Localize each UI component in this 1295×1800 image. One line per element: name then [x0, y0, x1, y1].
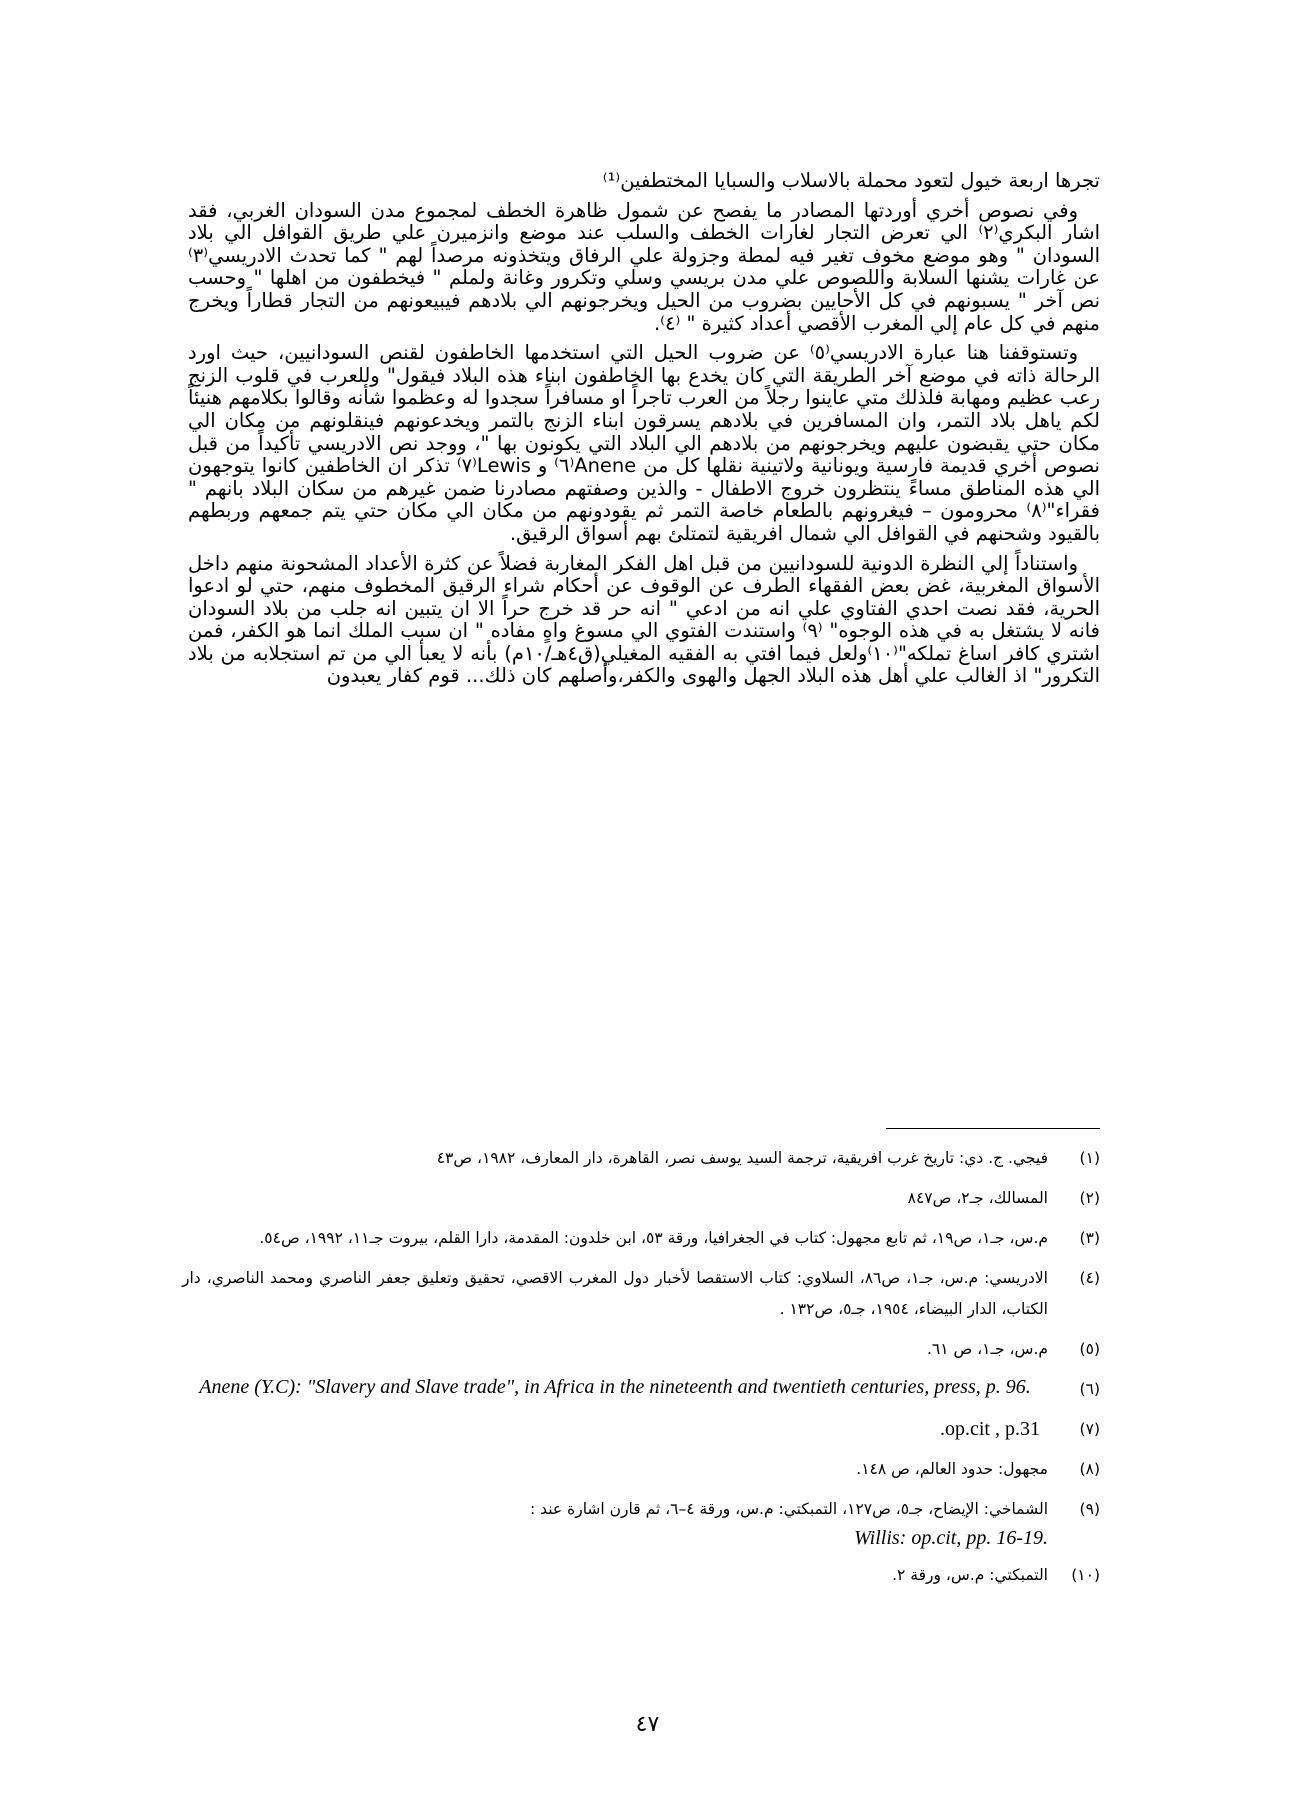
footnote-number: (٦)	[1079, 1380, 1100, 1398]
paragraph: تجرها اربعة خيول لتعود محملة بالاسلاب والسبايا المختطفين⁽¹⁾	[602, 169, 1100, 192]
footnote-text: op.cit , p.31.	[940, 1418, 1040, 1440]
footnote-text: م.س، جـ١، ص١٩، ثم تابع مجهول: كتاب في الجغرافيا، ورقة ٥٣، ابن خلدون: المقدمة، دارا القلم، بيروت جـ١١، ١٩٩٢، ص٥٤.	[259, 1229, 1048, 1247]
footnote	[182, 1183, 1100, 1214]
footnote	[182, 1414, 1100, 1445]
footnote-number: (١٠)	[1071, 1566, 1100, 1584]
footnote-text: فيجي. ج. دي: تاريخ غرب افريقية، ترجمة السيد يوسف نصر، القاهرة، دار المعارف، ١٩٨٢، ص٤٣	[436, 1149, 1048, 1167]
footnote-text	[182, 1494, 1048, 1551]
footnote	[182, 1263, 1100, 1325]
footnote-number: (٣)	[1079, 1229, 1100, 1247]
footnote-text: المسالك، جـ٢، ص٨٤٧	[907, 1189, 1048, 1207]
footnote-text-latin: Willis: op.cit, pp. 16-19.	[854, 1527, 1048, 1549]
paragraph: وفي نصوص أخري أوردتها المصادر ما يفصح عن شمول ظاهرة الخطف لمجموع مدن السودان الغربي، فقد اشار البكري⁽٢⁾ الي تعرض التجار لغارات الخطف والسلب عند موضع وانزميرن علي طريق القوافل الي بلاد السودان " وهو موضع مخوف تغير فيه لمطة وجزولة علي الرفاق ويتخذونه مرصداً لهم " كما تحدث الادريسي⁽٣⁾ عن غارات يشنها السلابة واللصوص علي مدن بريسي وسلي وتكرور وغانة ولملم " فيخطفون من اهلها " وحسب نص آخر " يسبونهم في كل الأحايين بضروب من الحيل ويخرجونهم الي بلادهم فيبيعونهم من التجار قطاراً ويخرج منهم في كل عام إلي المغرب الأقصي أعداد كثيرة " ⁽٤⁾.	[188, 198, 1100, 335]
footnote-number: (٩)	[1079, 1500, 1100, 1518]
footnote	[182, 1374, 1100, 1405]
footnote	[182, 1560, 1100, 1591]
footnote-text: م.س، جـ١، ص ٦١.	[926, 1340, 1048, 1358]
footnote	[182, 1334, 1100, 1365]
footnote-text: مجهول: حدود العالم، ص ١٤٨.	[856, 1460, 1048, 1478]
footnotes	[182, 1143, 1100, 1600]
footnote-separator	[886, 1128, 1100, 1129]
paragraph: وتستوقفنا هنا عبارة الادريسي⁽٥⁾ عن ضروب الحيل التي استخدمها الخاطفون لقنص السودانيين، حيث اورد الرحالة ذاته في موضع آخر الطريقة التي كان يخدع بها الخاطفون ابناء هذه البلاد فيقول" وللعرب في قلوب الزنج رعب عظيم ومهابة فلذلك متي عاينوا رجلاً من العرب تاجراً او مسافراً سجدوا له وعظموا شأنه وقالوا بكلامهم هنيئاً لكم ياهل بلاد التمر، وان المسافرين في بلادهم يسرقون ابناء الزنج بالتمر ويخدعونهم فينقلونهم من مكان الي مكان حتي يقبضون عليهم ويخرجونهم من بلادهم الي البلاد التي يكونون بها "، ووجد نص الادريسي تأكيداً من قبل نصوص أخري قديمة فارسية ويونانية ولاتينية نقلها كل من Anene⁽٦⁾ و Lewis⁽٧⁾ تذكر ان الخاطفين كانوا يتوجهون الي هذه المناطق مساءً ينتظرون خروج الاطفال - والذين وصفتهم مصادرنا ضمن غيرهم من سكان البلاد بانهم " فقراء"⁽٨⁾ محرومون – فيغرونهم بالطعام خاصة التمر ثم يقودونهم من مكان الي مكان حتي يتم جمعهم وربطهم بالقيود وشحنهم في القوافل الي شمال افريقية لتمتلئ بهم أسواق الرقيق.	[188, 341, 1100, 545]
footnote-text-arabic: الشماخي: الإيضاح، جـ٥، ص١٢٧، التمبكتي: م.س، ورقة ٤–٦، ثم قارن اشارة عند :	[529, 1500, 1048, 1518]
footnote-number: (١)	[1079, 1149, 1100, 1167]
footnote-text: الادريسي: م.س، جـ١، ص٨٦، السلاوي: كتاب الاستقصا لأخبار دول المغرب الاقصي، تحقيق وتعليق جعفر الناصري ومحمد الناصري، دار الكتاب، الدار البيضاء، ١٩٥٤، جـ٥، ص١٣٢ .	[182, 1269, 1048, 1318]
footnote-number: (٧)	[1079, 1420, 1100, 1438]
footnote	[182, 1223, 1100, 1254]
footnote-number: (٥)	[1079, 1340, 1100, 1358]
main-text	[188, 170, 1100, 695]
footnote-number: (٤)	[1079, 1269, 1100, 1287]
footnote-number: (٢)	[1079, 1189, 1100, 1207]
paragraph: واستناداً إلي النظرة الدونية للسودانيين من قبل اهل الفكر المغاربة فضلاً عن كثرة الأعداد المشحونة منهم داخل الأسواق المغربية، غض بعض الفقهاء الطرف عن الوقوف عن أحكام شراء الرقيق المخطوف منهم، حتي لو ادعوا الحرية، فقد نصت احدي الفتاوي علي انه من ادعي " انه حر قد خرج حراً الا ان يتبين انه جلب من بلاد السودان فانه لا يشتغل به في هذه الوجوه" ⁽٩⁾ واستندت الفتوي الي مسوغ واهٍ مفاده " ان سبب الملك انما هو الكفر، فمن اشتري كافر اساغ تملكه"⁽١٠⁾ولعل فيما افتي به الفقيه المغيلي(ق٤هـ/١٠م) بأنه لا يعبأ الي من تم استجلابه من بلاد التكرور" اذ الغالب علي أهل هذه البلاد الجهل والهوى والكفر،وأصلهم كان ذلك... قوم كفار يعبدون	[188, 551, 1101, 688]
footnote	[182, 1454, 1100, 1485]
footnote	[182, 1494, 1100, 1551]
footnote-number: (٨)	[1079, 1460, 1100, 1478]
footnote	[182, 1143, 1100, 1174]
page-number: ٤٧	[635, 1712, 660, 1737]
footnote-text: Anene (Y.C): "Slavery and Slave trade", in Africa in the nineteenth and twentieth centuries, press, p. 96.	[199, 1376, 1031, 1398]
footnote-text: التمبكتي: م.س، ورقة ٢.	[892, 1566, 1048, 1584]
